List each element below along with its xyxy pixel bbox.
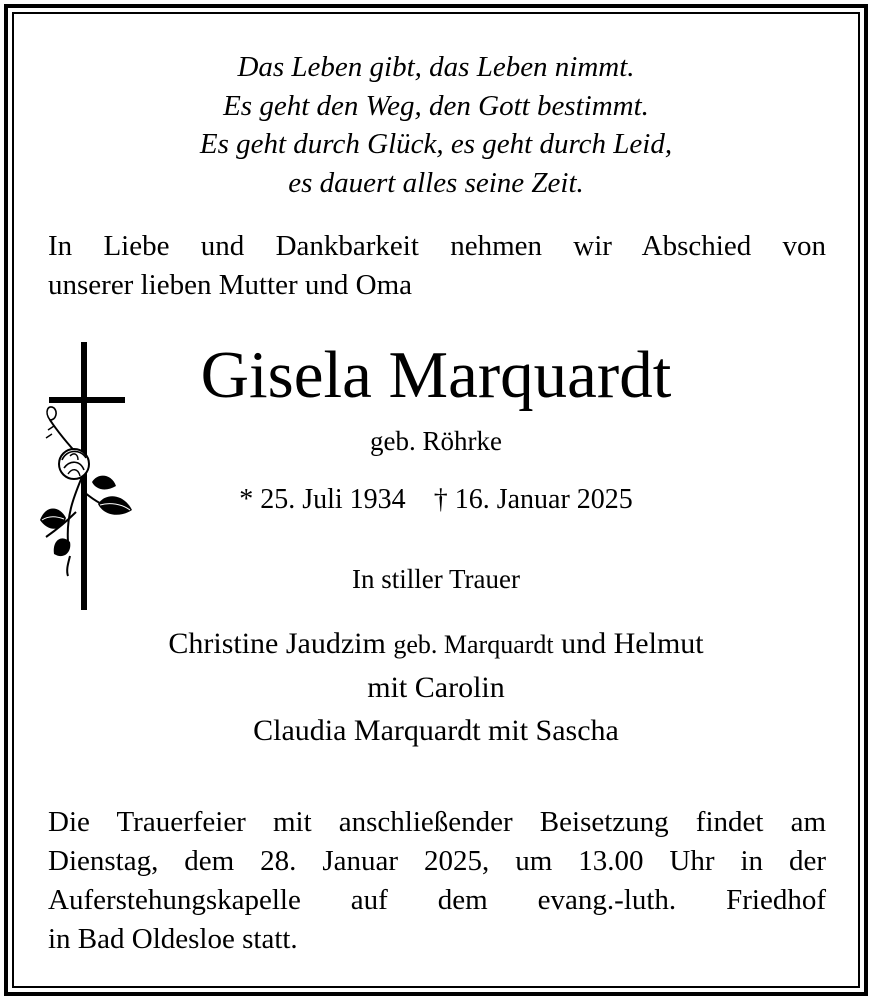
poem: [0, 48, 872, 202]
mourner-name: Christine Jaudzim: [168, 627, 386, 660]
intro-text: [48, 227, 826, 305]
ceremony-line: Auferstehungskapelle auf dem evang.-luth. Friedhof: [48, 884, 826, 916]
mourner-partner: und Helmut: [561, 627, 704, 660]
birth-date: * 25. Juli 1934: [239, 484, 406, 515]
mourner-line: [0, 622, 872, 666]
mourner-line: mit Carolin: [367, 671, 505, 704]
intro-line: In Liebe und Dankbarkeit nehmen wir Abschied von: [48, 230, 826, 262]
mourners: [0, 622, 872, 752]
leaf-icon: [54, 538, 71, 556]
ceremony-notice: [48, 803, 826, 959]
poem-line: Es geht den Weg, den Gott bestimmt.: [223, 89, 649, 122]
poem-line: Das Leben gibt, das Leben nimmt.: [237, 51, 635, 83]
ceremony-line: Die Trauerfeier mit anschließender Beisetzung findet am: [48, 806, 826, 838]
death-date: † 16. Januar 2025: [433, 484, 633, 515]
ceremony-line: Dienstag, dem 28. Januar 2025, um 13.00 Uhr in der: [48, 845, 826, 877]
cross-horizontal-bar: [49, 397, 125, 403]
birth-name: geb. Röhrke: [370, 426, 502, 456]
life-dates: [0, 482, 872, 518]
intro-line: unserer lieben Mutter und Oma: [48, 269, 413, 301]
poem-line: es dauert alles seine Zeit.: [288, 166, 584, 199]
poem-line: Es geht durch Glück, es geht durch Leid,: [199, 128, 673, 160]
mourner-line: Claudia Marquardt mit Sascha: [253, 714, 619, 747]
ceremony-line: in Bad Oldesloe statt.: [48, 923, 298, 955]
rose-bud-icon: [47, 407, 56, 420]
mourner-maiden-name: geb. Marquardt: [393, 630, 554, 659]
mourning-heading: In stiller Trauer: [352, 564, 520, 594]
deceased-name: Gisela Marquardt: [200, 338, 672, 412]
